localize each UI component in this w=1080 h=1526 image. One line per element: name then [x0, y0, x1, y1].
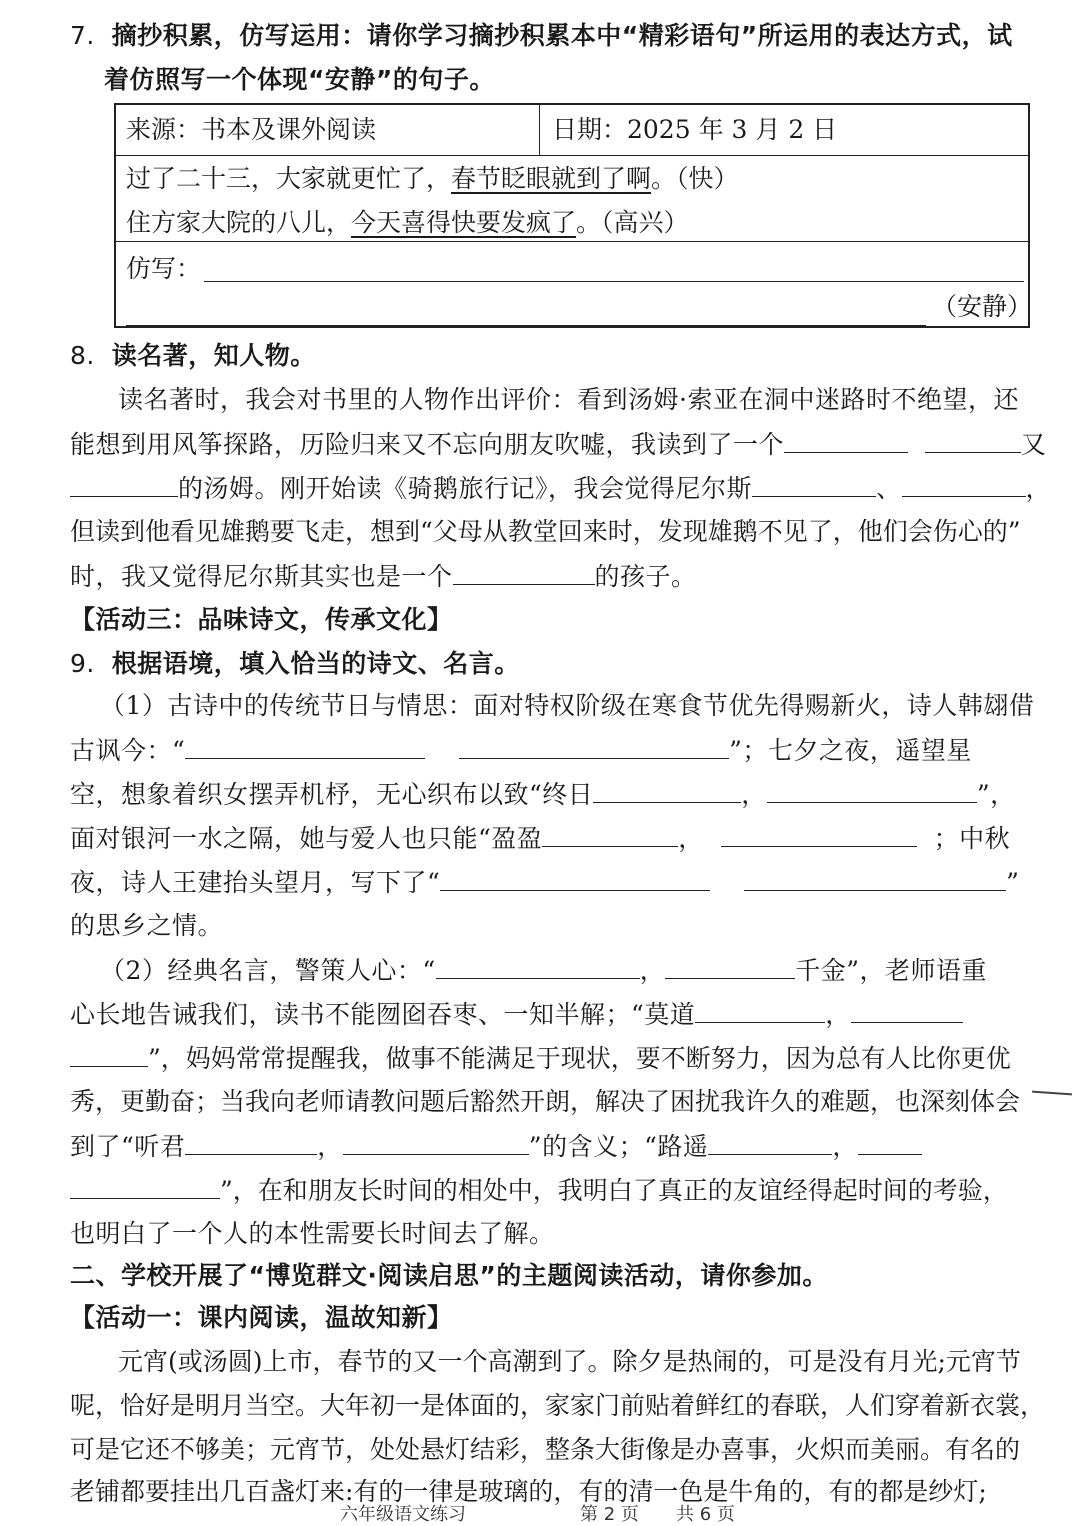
q9-p1-line4 — [70, 816, 1020, 861]
q8-line3-sep: 、 — [876, 474, 902, 503]
q9-title-line — [70, 642, 1020, 686]
q9-blank-yingying-2[interactable] — [721, 816, 917, 847]
activity-1-heading: 【活动一：课内阅读，温故知新】 — [70, 1303, 453, 1332]
q7-number: 7. — [70, 21, 95, 50]
q9-p1-line1: （1）古诗中的传统节日与情思：面对特权阶级在寒食节优先得赐新火，诗人韩翃借 — [100, 691, 1035, 720]
footer-total: 共 6 页 — [676, 1504, 735, 1525]
q9-blank-luyao-1[interactable] — [708, 1124, 832, 1155]
q9-p2-line7: 也明白了一个人的本性需要长时间去了解。 — [70, 1219, 555, 1248]
q9-p2-line6 — [70, 1168, 1020, 1213]
q9-p1-line4-end: ；中秋 — [933, 824, 1011, 853]
q9-p1-line5 — [70, 860, 1020, 905]
q9-blank-hanhong-2[interactable] — [459, 728, 729, 759]
q9-blank-luyao-2[interactable] — [858, 1124, 922, 1155]
q9-blank-yingying-1[interactable] — [542, 816, 678, 847]
table-sentence-2 — [126, 201, 689, 245]
q8-blank-1[interactable] — [784, 422, 908, 453]
q9-p2-line5-text: 到了“听君 — [70, 1132, 186, 1161]
q9-p2-line2-sep: ， — [825, 1000, 851, 1029]
q9-p1-line5-end: ” — [1006, 868, 1020, 897]
q8-title-line — [70, 334, 1020, 378]
q8-line1: 读名著时，我会对书里的人物作出评价：看到汤姆·索亚在洞中迷路时不绝望，还 — [118, 385, 1019, 414]
page-footer — [0, 1498, 1080, 1525]
q9-blank-qixi-1[interactable] — [593, 772, 741, 803]
q9-number: 9. — [70, 649, 95, 678]
q8-line2 — [70, 422, 1047, 467]
q9-p1-line3-sep: ， — [741, 780, 767, 809]
excerpt-table — [114, 103, 1033, 328]
passage-line1: 元宵(或汤圆)上市，春节的又一个高潮到了。除夕是热闹的，可是没有月光;元宵节 — [118, 1347, 1021, 1376]
q9-p1-line2 — [70, 728, 1020, 773]
q9-blank-tingjun-1[interactable] — [185, 1124, 317, 1155]
q9-p1-line4-text: 面对银河一水之隔，她与爱人也只能“盈盈 — [70, 824, 543, 853]
q9-p1-line3 — [70, 772, 1020, 817]
q9-p2-line1 — [100, 948, 1020, 993]
q8-title: 读名著，知人物。 — [111, 341, 316, 370]
q9-blank-modao-1[interactable] — [695, 992, 825, 1023]
q9-p2-line1-text: （2）经典名言，警策人心：“ — [100, 956, 436, 985]
passage-line4: 老铺都要挂出几百盏灯来:有的一律是玻璃的，有的清一色是牛角的，有的都是纱灯; — [70, 1477, 987, 1506]
q9-p2-line6-text: ”，在和朋友长时间的相处中，我明白了真正的友谊经得起时间的考验， — [220, 1176, 1008, 1205]
q9-p2-line4: 秀，更勤奋；当我向老师请教问题后豁然开朗，解决了困扰我许久的难题，也深刻体会 — [70, 1087, 1021, 1116]
table-date: 日期：2025 年 3 月 2 日 — [552, 115, 838, 144]
q9-blank-wangjian-2[interactable] — [744, 860, 1006, 891]
sentence-2-post: 。（高兴） — [576, 208, 689, 237]
q9-p1-line2-text: 古讽今：“ — [70, 736, 186, 765]
q9-p2-line2 — [70, 992, 1020, 1037]
q9-p2-line5 — [70, 1124, 1020, 1169]
q9-p2-line1-end: 千金”，老师语重 — [795, 956, 988, 985]
q8-line5-text: 时，我又觉得尼尔斯其实也是一个 — [70, 562, 453, 591]
q7-title-line1 — [70, 14, 1020, 58]
q9-p2-line5-mid: ”的含义；“路遥 — [528, 1132, 709, 1161]
passage-line2: 呢，恰好是明月当空。大年初一是体面的，家家门前贴着鲜红的春联，人们穿着新衣裳， — [70, 1391, 1046, 1420]
q8-blank-5[interactable] — [902, 466, 1026, 497]
sentence-1-post: 。（快） — [651, 164, 739, 193]
q7-title-line2: 着仿照写一个体现“安静”的句子。 — [104, 65, 495, 94]
q8-blank-2[interactable] — [925, 422, 1021, 453]
q9-p2-line3 — [70, 1036, 1020, 1081]
q9-blank-modao-3[interactable] — [70, 1036, 148, 1067]
q9-blank-hanhong-1[interactable] — [185, 728, 425, 759]
imitate-hint: （安静） — [932, 292, 1033, 321]
footer-title: 六年级语文练习 — [340, 1504, 466, 1525]
q9-blank-qixi-2[interactable] — [767, 772, 977, 803]
sentence-2-underlined: 今天喜得快要发疯了 — [351, 208, 577, 237]
q7-title: 摘抄积累，仿写运用：请你学习摘抄积累本中“精彩语句”所运用的表达方式，试 — [111, 21, 1013, 50]
q9-p2-line2-text: 心长地告诫我们，读书不能囫囵吞枣、一知半解；“莫道 — [70, 1000, 696, 1029]
q8-line2-end: 又 — [1020, 430, 1047, 459]
q9-blank-tingjun-2[interactable] — [343, 1124, 529, 1155]
sentence-1-underlined: 春节眨眼就到了啊 — [451, 164, 652, 193]
q9-blank-quote-1[interactable] — [436, 948, 640, 979]
q9-p1-line6: 的思乡之情。 — [70, 911, 224, 940]
q9-blank-wangjian-1[interactable] — [440, 860, 710, 891]
q9-p1-line4-sep: ， — [678, 824, 704, 853]
q8-line5 — [70, 554, 1020, 599]
q8-line3 — [70, 466, 1052, 511]
table-divider — [539, 105, 540, 155]
scan-mark — [1032, 1091, 1072, 1096]
q8-blank-4[interactable] — [752, 466, 876, 497]
q8-number: 8. — [70, 341, 95, 370]
q9-p1-line3-end: ”， — [976, 780, 1016, 809]
imitate-label: 仿写： — [126, 254, 202, 283]
section-2-heading: 二、学校开展了“博览群文·阅读启思”的主题阅读活动，请你参加。 — [70, 1261, 828, 1290]
q8-line3-text: 的汤姆。刚开始读《骑鹅旅行记》，我会觉得尼尔斯 — [178, 474, 753, 503]
q9-p2-line5-sep: ， — [317, 1132, 343, 1161]
q9-p2-line1-sep: ， — [639, 956, 666, 985]
passage-line3: 可是它还不够美；元宵节，处处悬灯结彩，整条大街像是办喜事，火炽而美丽。有名的 — [70, 1435, 1021, 1464]
q9-p1-line3-text: 空，想象着织女摆弄机杼，无心织布以致“终日 — [70, 780, 594, 809]
sentence-2-pre: 住方家大院的八儿， — [126, 208, 352, 237]
q8-line2-text: 能想到用风筝探路，历险归来又不忘向朋友吹嘘，我读到了一个 — [70, 430, 785, 459]
q9-blank-luyao-3[interactable] — [70, 1168, 220, 1199]
q8-line5-end: 的孩子。 — [594, 562, 697, 591]
footer-page: 第 2 页 — [580, 1504, 639, 1525]
q8-blank-3[interactable] — [70, 466, 178, 497]
table-source: 来源：书本及课外阅读 — [126, 115, 377, 144]
q9-blank-quote-2[interactable] — [665, 948, 795, 979]
q9-p1-line2-end: ”；七夕之夜，遥望星 — [729, 736, 972, 765]
imitate-answer-line-2[interactable] — [126, 295, 926, 326]
sentence-1-pre: 过了二十三，大家就更忙了， — [126, 164, 452, 193]
q9-blank-modao-2[interactable] — [851, 992, 963, 1023]
imitate-answer-line-1[interactable] — [204, 251, 1024, 282]
q8-line4: 但读到他看见雄鹅要飞走，想到“父母从教堂回来时，发现雄鹅不见了，他们会伤心的” — [70, 517, 1021, 546]
table-sentence-1 — [126, 157, 739, 201]
q8-line3-end: ， — [1025, 474, 1052, 503]
q9-p2-line3-text: ”，妈妈常常提醒我，做事不能满足于现状，要不断努力，因为总有人比你更优 — [148, 1044, 1011, 1073]
q8-blank-6[interactable] — [453, 554, 595, 585]
q9-title: 根据语境，填入恰当的诗文、名言。 — [111, 649, 520, 678]
q9-p1-line5-text: 夜，诗人王建抬头望月，写下了“ — [70, 868, 441, 897]
q9-p2-line5-end: ， — [832, 1132, 858, 1161]
activity-3-heading: 【活动三：品味诗文，传承文化】 — [70, 605, 453, 634]
